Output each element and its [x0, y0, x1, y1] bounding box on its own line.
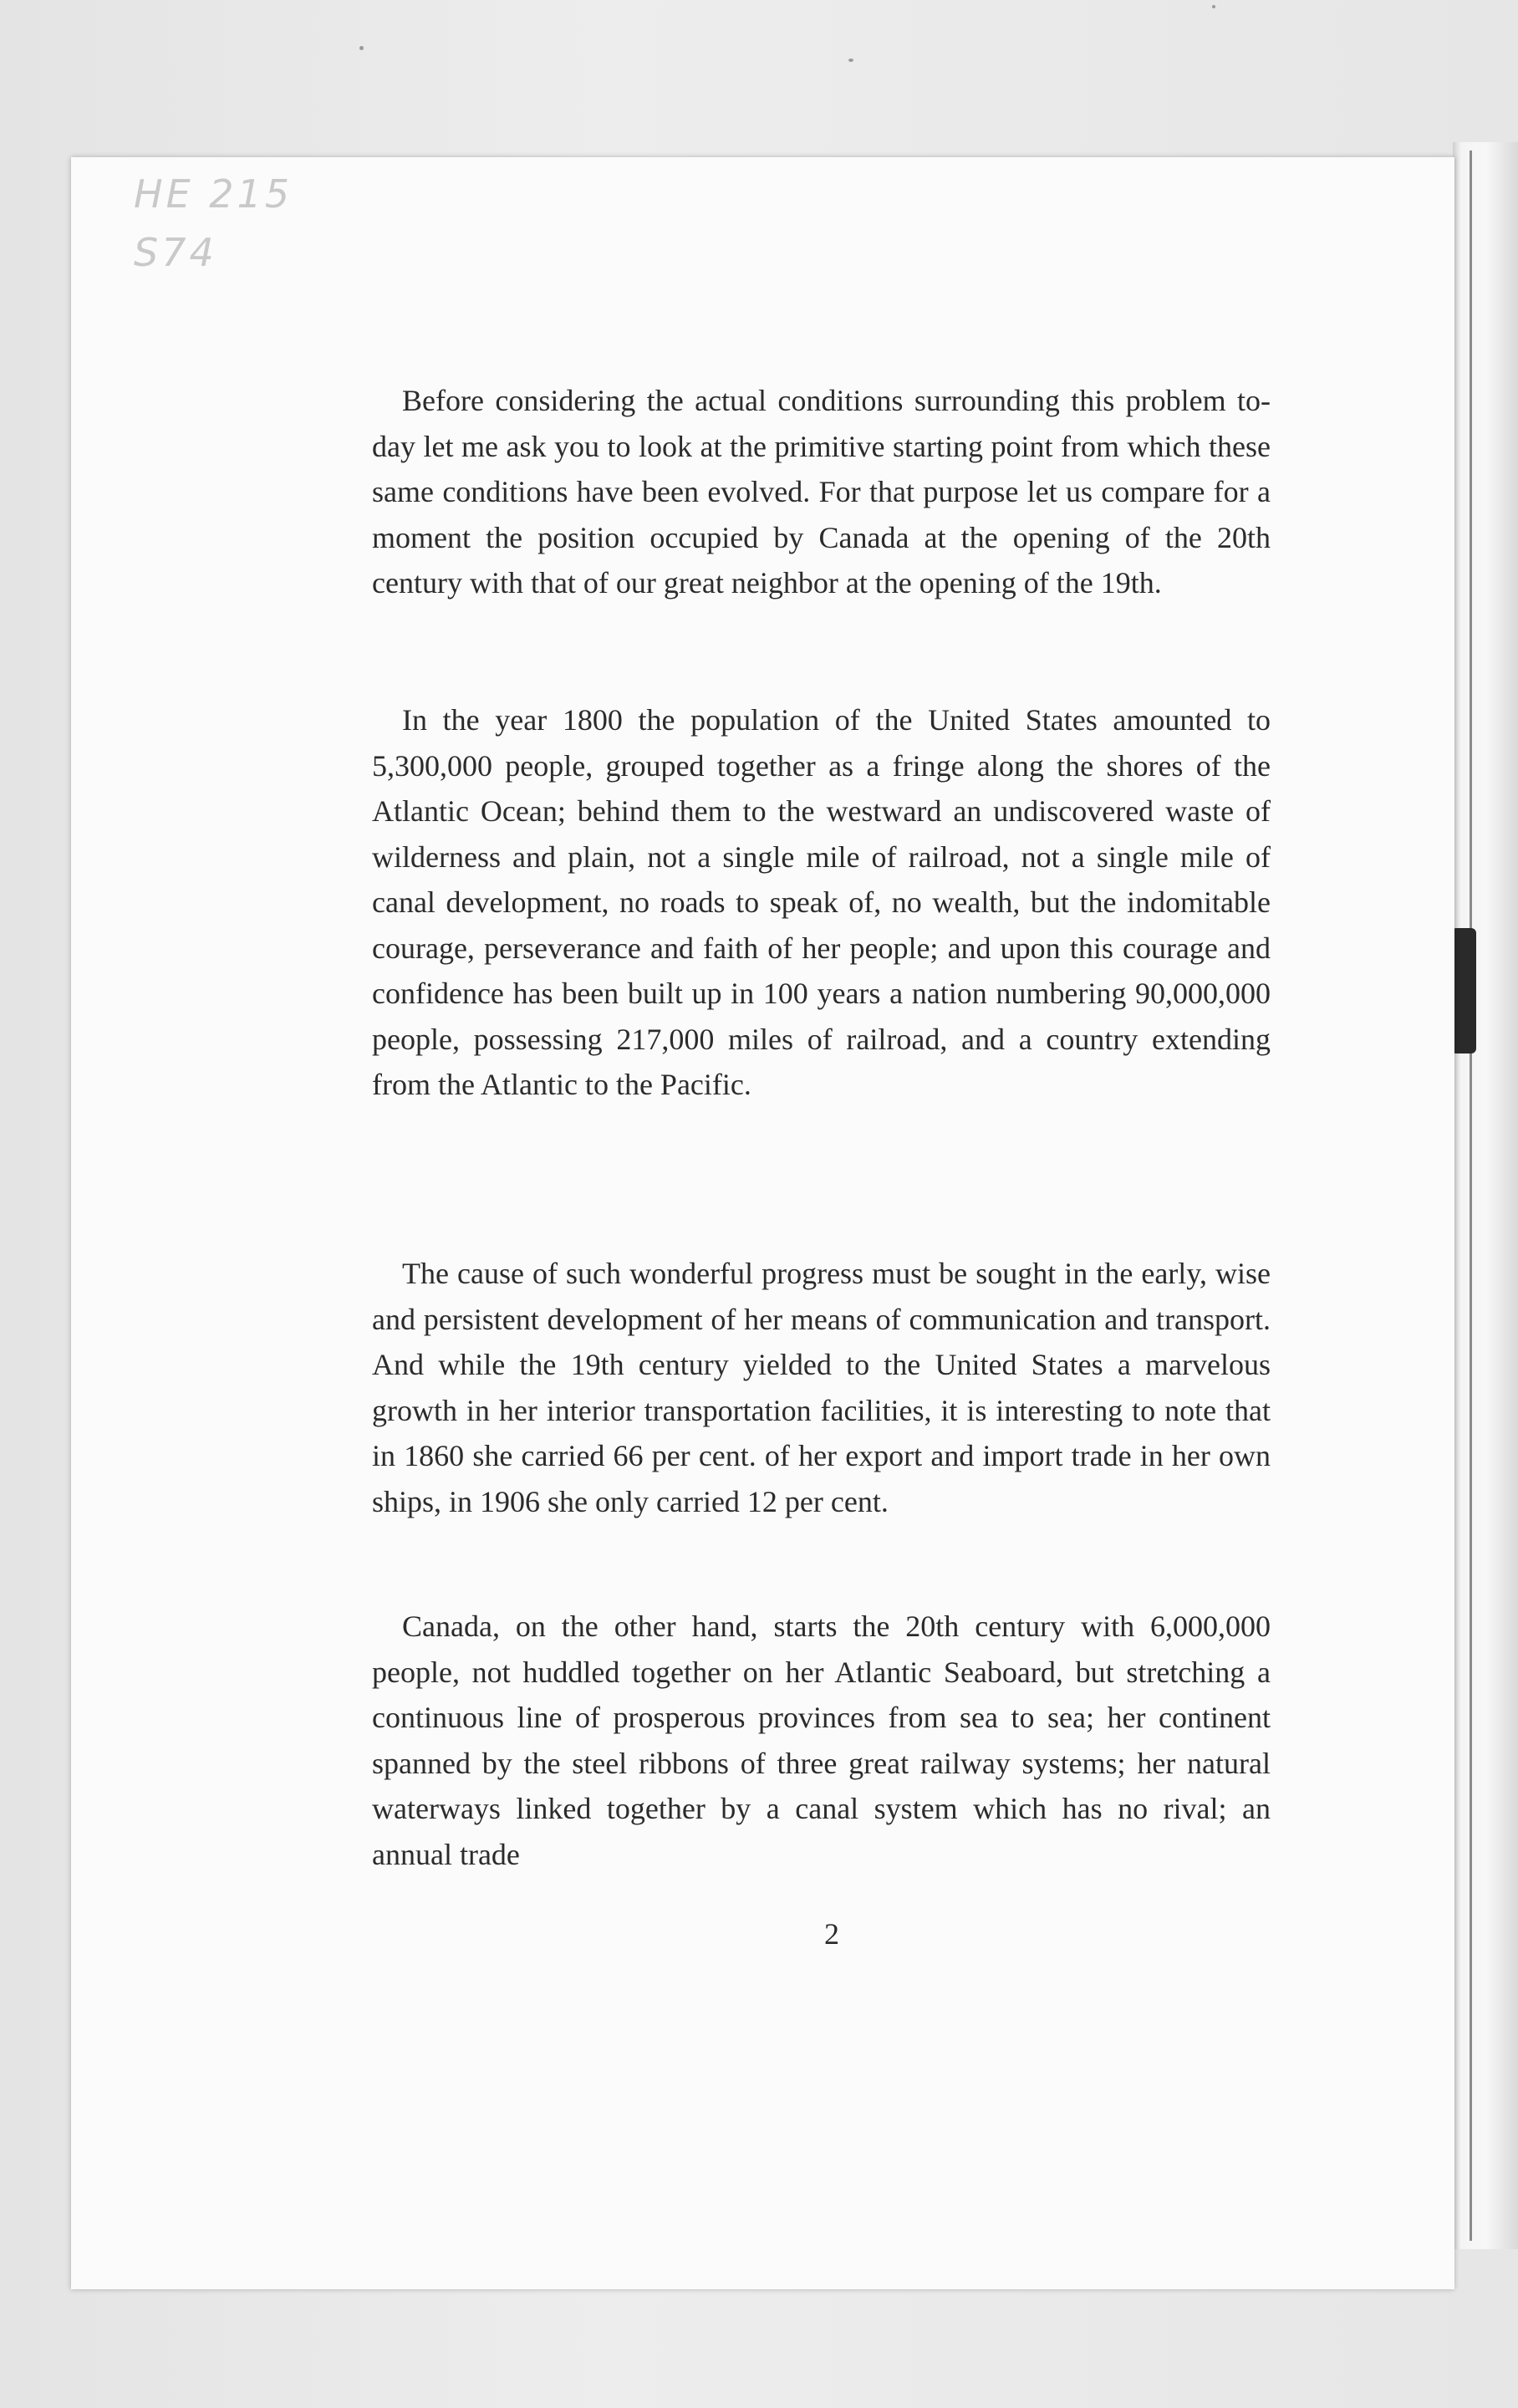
margin-note-line-1: HE 215: [134, 171, 293, 217]
paragraph-2: [372, 697, 1271, 1108]
paragraph-text: Before considering the actual conditions surrounding this problem to-day let me ask you to look at the primitive starting point from which these same conditions have been evolved. For that purpose let us compare for a moment the position occupied by Canada at the opening of the 20th century with that of our great neighbor at the opening of the 19th.: [372, 384, 1271, 599]
binding-line: [1470, 150, 1472, 2241]
paragraph-3: [372, 1251, 1271, 1524]
binding-clip: [1451, 928, 1476, 1054]
dust-speck: [359, 46, 364, 50]
adjacent-page-edge: [1453, 142, 1518, 2249]
paragraph-text: Canada, on the other hand, starts the 20th century with 6,000,000 people, not huddled together on her Atlantic Seaboard, but stretching a continuous line of prosperous provinces from sea to sea; her continent spanned by the steel ribbons of three great railway systems; her natural waterways linked together by a canal system which has no rival; an annual trade: [372, 1610, 1271, 1871]
paragraph-4: [372, 1604, 1271, 1877]
margin-note-line-2: S74: [134, 230, 217, 275]
dust-speck: [848, 59, 853, 62]
paragraph-text: The cause of such wonderful progress must be sought in the early, wise and persistent development of her means of communication and transport. And while the 19th century yielded to the United States a marvelous growth in her interior transportation facilities, it is interesting to note that in 1860 she carried 66 per cent. of her export and import trade in her own ships, in 1906 she only carried 12 per cent.: [372, 1257, 1271, 1518]
page-number: 2: [824, 1917, 839, 1951]
paragraph-1: [372, 378, 1271, 606]
paragraph-text: In the year 1800 the population of the United States amounted to 5,300,000 people, grouped together as a fringe along the shores of the Atlantic Ocean; behind them to the westward an undiscovered waste of wilderness and plain, not a single mile of railroad, not a single mile of canal development, no roads to speak of, no wealth, but the indomitable courage, perseverance and faith of her people; and upon this courage and confidence has been built up in 100 years a nation numbering 90,000,000 people, possessing 217,000 miles of railroad, and a country extending from the Atlantic to the Pacific.: [372, 703, 1271, 1101]
dust-speck: [1212, 5, 1215, 8]
